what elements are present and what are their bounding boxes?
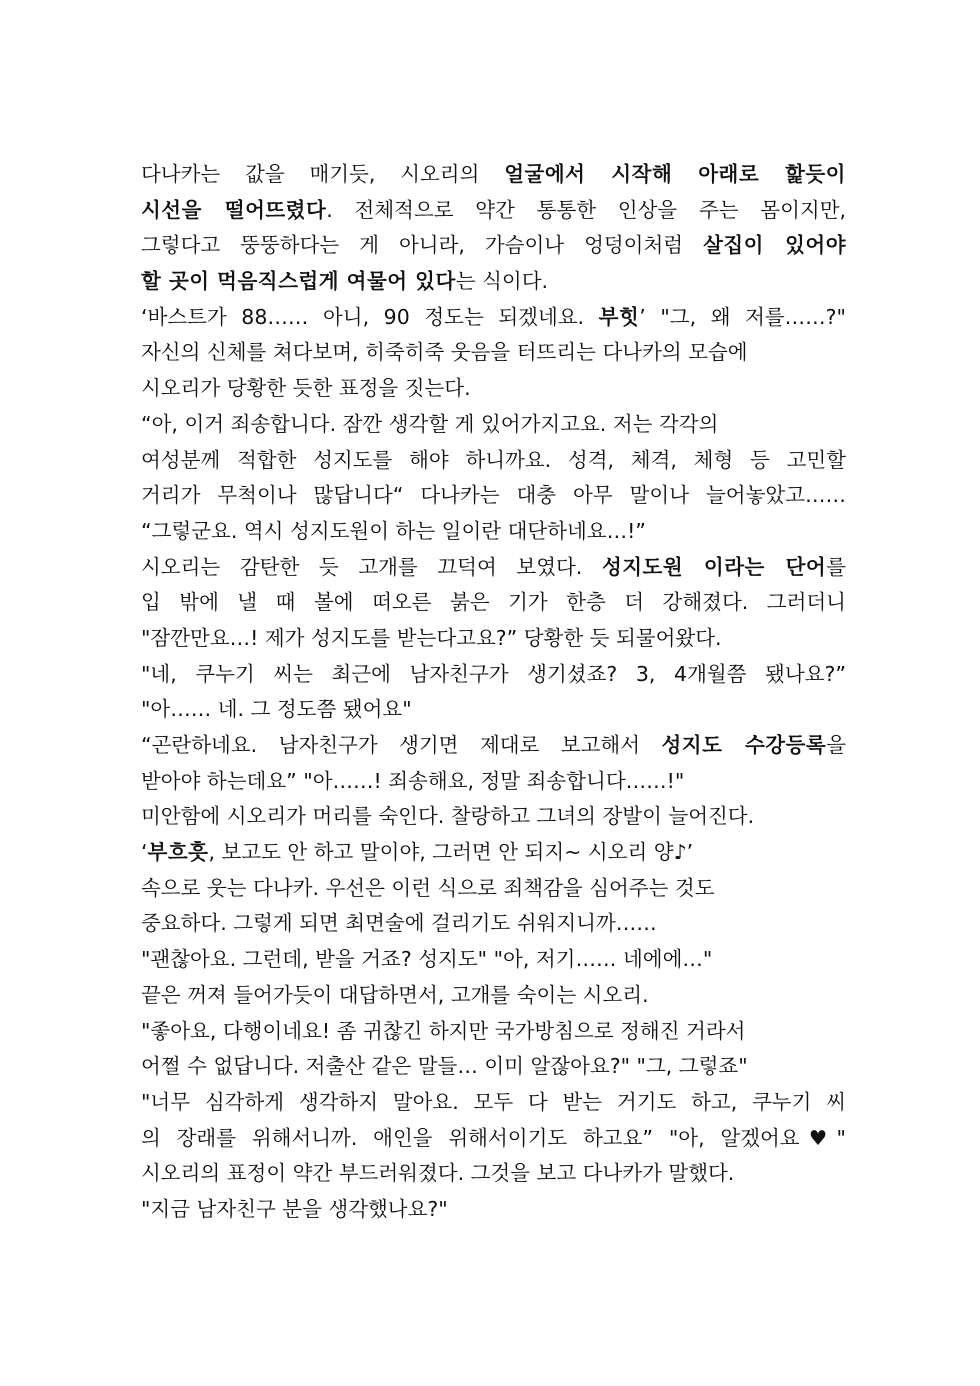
text-line	[141, 871, 846, 907]
text-line	[141, 1049, 846, 1085]
text-line	[141, 657, 846, 693]
text-segment: ’ "그, 왜 저를……?"	[639, 304, 846, 329]
text-segment: 시오리의 표정이 약간 부드러워졌다. 그것을 보고 다나카가 말했다.	[141, 1161, 735, 1186]
text-line	[141, 1085, 846, 1121]
text-line	[141, 300, 846, 336]
text-segment: “아, 이거 죄송합니다. 잠깐 생각할 게 있어가지고요. 저는 각각의	[141, 411, 719, 436]
emphasized-text: 얼굴에서 시작해 아래로 핥듯이	[504, 162, 846, 186]
text-line	[141, 264, 846, 300]
emphasized-text: 성지도 수강등록	[661, 733, 827, 757]
text-segment: "잠깐만요…! 제가 성지도를 받는다고요?” 당황한 듯 되물어왔다.	[141, 625, 722, 650]
text-segment: "아…… 네. 그 정도쯤 됐어요"	[141, 697, 412, 722]
text-line	[141, 906, 846, 942]
text-line	[141, 835, 846, 871]
text-line	[141, 621, 846, 657]
emphasized-text: 시선을 떨어뜨렸다	[141, 197, 327, 222]
text-segment: "너무 심각하게 생각하지 말아요. 모두 다 받는 거기도 하고, 쿠누기 씨	[141, 1089, 846, 1114]
text-segment: "지금 남자친구 분을 생각했나요?"	[141, 1196, 448, 1221]
text-line	[141, 942, 846, 978]
text-segment: 그렇다고 뚱뚱하다는 게 아니라, 가슴이나 엉덩이처럼	[141, 233, 704, 258]
text-segment: 는 식이다.	[455, 269, 549, 294]
text-segment: 어쩔 수 없답니다. 저출산 같은 말들… 이미 알잖아요?" "그, 그렇죠"	[141, 1054, 748, 1079]
text-segment: “곤란하네요. 남자친구가 생기면 제대로 보고해서	[141, 733, 662, 757]
emphasized-text: 할 곳이 먹음직스럽게 여물어 있다	[141, 269, 456, 294]
text-segment: 를	[826, 554, 846, 579]
text-segment: 거리가 무척이나 많답니다“ 다나카는 대충 아무 말이나 늘어놓았고……	[141, 483, 846, 508]
text-segment: 미안함에 시오리가 머리를 숙인다. 찰랑하고 그녀의 장발이 늘어진다.	[141, 804, 755, 829]
text-segment: 시오리가 당황한 듯한 표정을 짓는다.	[141, 376, 471, 401]
text-line	[141, 728, 846, 764]
emphasized-text: 성지도원 이라는 단어	[601, 554, 827, 579]
text-segment: "네, 쿠누기 씨는 최근에 남자친구가 생기셨죠? 3, 4개월쯤 됐나요?”	[141, 661, 846, 686]
text-segment: ‘	[141, 840, 148, 865]
text-segment: 여성분께 적합한 성지도를 해야 하니까요. 성격, 체격, 체형 등 고민할	[141, 447, 846, 472]
text-segment: 자신의 신체를 쳐다보며, 히죽히죽 웃음을 터뜨리는 다나카의 모습에	[141, 340, 748, 365]
text-segment: "좋아요, 다행이네요! 좀 귀찮긴 하지만 국가방침으로 정해진 거라서	[141, 1018, 746, 1043]
text-segment: "괜찮아요. 그런데, 받을 거죠? 성지도" "아, 저기…… 네에에…"	[141, 947, 713, 972]
text-segment: 시오리는 감탄한 듯 고개를 끄덕여 보였다.	[141, 554, 602, 579]
text-line	[141, 371, 846, 407]
text-line	[141, 1014, 846, 1050]
text-line	[141, 1192, 846, 1228]
text-segment: 받아야 하는데요” "아……! 죄송해요, 정말 죄송합니다……!"	[141, 768, 685, 793]
text-segment: , 보고도 안 하고 말이야, 그러면 안 되지~ 시오리 양♪’	[208, 840, 694, 865]
emphasized-text: 살집이 있어야	[703, 233, 846, 258]
text-line	[141, 1121, 846, 1157]
text-line	[141, 585, 846, 621]
text-segment: 끝은 꺼져 들어가듯이 대답하면서, 고개를 숙이는 시오리.	[141, 982, 649, 1007]
text-segment: “그렇군요. 역시 성지도원이 하는 일이란 대단하네요…!”	[141, 518, 646, 543]
text-line	[141, 193, 846, 229]
text-line	[141, 1156, 846, 1192]
text-line	[141, 335, 846, 371]
text-line	[141, 157, 846, 193]
text-line	[141, 407, 846, 443]
text-segment: 을	[826, 733, 846, 757]
story-text	[141, 157, 846, 1228]
text-line	[141, 764, 846, 800]
text-segment: 다나카는 값을 매기듯, 시오리의	[141, 162, 505, 186]
text-segment: ‘바스트가 88…… 아니, 90 정도는 되겠네요.	[141, 304, 599, 329]
text-line	[141, 799, 846, 835]
text-line	[141, 692, 846, 728]
text-line	[141, 478, 846, 514]
text-segment: 속으로 웃는 다나카. 우선은 이런 식으로 죄책감을 심어주는 것도	[141, 875, 715, 900]
text-segment: 입 밖에 낼 때 볼에 떠오른 붉은 기가 한층 더 강해졌다. 그러더니	[141, 590, 846, 615]
text-line	[141, 228, 846, 264]
text-line	[141, 978, 846, 1014]
text-line	[141, 550, 846, 586]
emphasized-text: 부힛	[598, 304, 640, 329]
text-segment: 중요하다. 그렇게 되면 최면술에 걸리기도 쉬워지니까……	[141, 911, 657, 936]
text-line	[141, 443, 846, 479]
text-segment: . 전체적으로 약간 통통한 인상을 주는 몸이지만,	[326, 197, 846, 222]
emphasized-text: 부흐흣	[147, 840, 209, 865]
text-segment: 의 장래를 위해서니까. 애인을 위해서이기도 하고요” "아, 알겠어요♥"	[141, 1125, 846, 1150]
text-line	[141, 514, 846, 550]
